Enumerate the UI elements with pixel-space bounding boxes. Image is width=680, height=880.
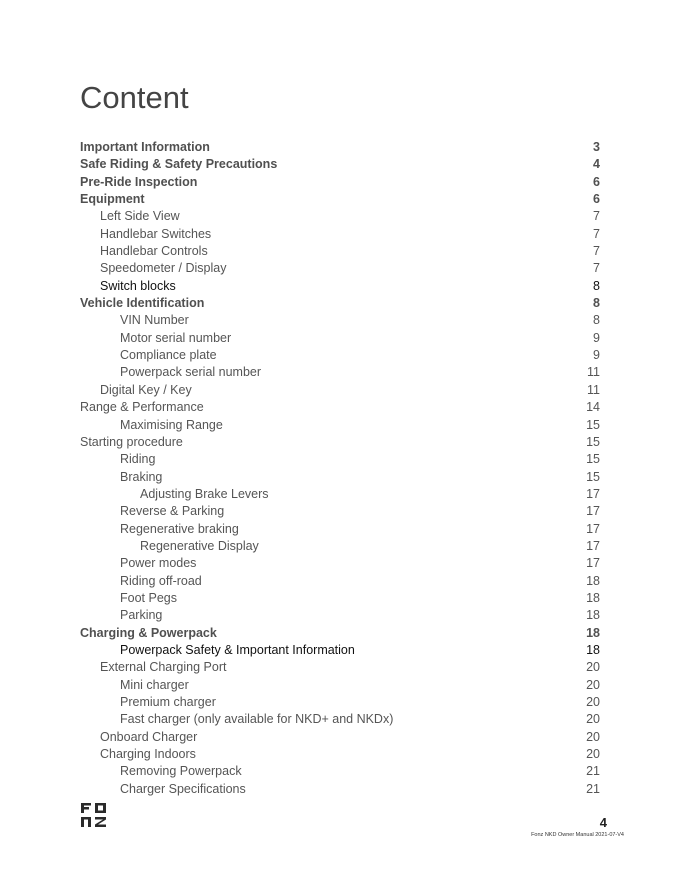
toc-entry-page: 15 (586, 469, 600, 484)
toc-entry-page: 8 (593, 278, 600, 293)
toc-entry-label: Vehicle Identification (80, 296, 205, 311)
toc-entry-page: 20 (586, 695, 600, 709)
toc-entry-label: Pre-Ride Inspection (80, 174, 198, 189)
toc-entry[interactable] (80, 451, 600, 468)
toc-entry-label: Left Side View (100, 209, 180, 224)
toc-entry-label: Handlebar Switches (100, 226, 212, 241)
toc-entry-page: 17 (586, 538, 600, 553)
toc-entry-label: Onboard Charger (100, 729, 198, 744)
toc-entry-page: 6 (593, 174, 600, 189)
toc-entry-label: Equipment (80, 192, 145, 207)
toc-entry-label: Regenerative braking (120, 521, 239, 536)
toc-entry[interactable] (80, 642, 600, 659)
toc-entry[interactable] (80, 347, 600, 364)
toc-entry-label: Handlebar Controls (100, 244, 208, 259)
toc-entry-page: 21 (586, 781, 600, 796)
toc-entry-page: 9 (593, 330, 600, 345)
toc-entry-label: Important Information (80, 140, 210, 154)
toc-entry-page: 20 (586, 712, 600, 727)
toc-entry-page: 9 (593, 348, 600, 363)
toc-entry-page: 4 (593, 157, 600, 172)
toc-entry-page: 7 (593, 244, 600, 259)
page-title: Content (80, 80, 189, 115)
toc-entry-page: 11 (587, 382, 600, 397)
toc-entry-page: 18 (586, 625, 600, 640)
toc-entry-page: 17 (586, 556, 600, 571)
toc-entry[interactable] (80, 399, 600, 416)
document-reference: Fonz NKD Owner Manual 2021-07-V4 (531, 832, 624, 838)
toc-entry-label: Speedometer / Display (100, 261, 227, 276)
toc-entry[interactable] (80, 434, 600, 451)
toc-entry-page: 21 (586, 764, 600, 779)
toc-entry[interactable] (80, 711, 600, 728)
toc-entry-page: 7 (593, 209, 600, 224)
toc-entry-label: Reverse & Parking (120, 504, 225, 519)
toc-entry-label: Motor serial number (120, 330, 232, 345)
toc-entry[interactable] (80, 469, 600, 486)
toc-entry[interactable] (80, 555, 600, 572)
toc-entry-page: 18 (586, 608, 600, 623)
toc-entry-label: Charging Indoors (100, 747, 196, 762)
toc-entry[interactable] (80, 312, 600, 329)
toc-entry-page: 15 (586, 434, 600, 449)
toc-entry[interactable] (80, 191, 600, 208)
toc-entry[interactable] (80, 486, 600, 503)
toc-entry-label: Switch blocks (100, 278, 176, 293)
toc-entry-label: External Charging Port (100, 660, 227, 675)
toc-entry-page: 15 (586, 452, 600, 467)
toc-entry-page: 20 (586, 660, 600, 675)
toc-entry-page: 7 (593, 261, 600, 276)
toc-entry-page: 17 (586, 486, 600, 501)
toc-entry-label: Starting procedure (80, 434, 183, 449)
toc-entry-page: 7 (593, 226, 600, 241)
toc-entry-label: Charger Specifications (120, 781, 246, 796)
table-of-contents (80, 139, 600, 798)
toc-entry-page: 17 (586, 504, 600, 519)
toc-entry[interactable] (80, 226, 600, 243)
toc-entry-label: Removing Powerpack (120, 764, 242, 779)
toc-entry-page: 11 (587, 365, 600, 380)
toc-entry-page: 3 (593, 140, 600, 154)
toc-entry-page: 18 (586, 590, 600, 605)
toc-entry-page: 8 (593, 296, 600, 311)
toc-entry[interactable] (80, 364, 600, 381)
toc-entry[interactable] (80, 260, 600, 277)
toc-entry-label: Braking (120, 469, 163, 484)
toc-entry-label: Compliance plate (120, 348, 217, 363)
toc-entry[interactable] (80, 763, 600, 780)
toc-entry[interactable] (80, 659, 600, 676)
toc-entry-page: 8 (593, 313, 600, 328)
toc-entry[interactable] (80, 694, 600, 711)
toc-entry-page: 17 (586, 521, 600, 536)
toc-entry-label: Digital Key / Key (100, 382, 192, 397)
toc-entry[interactable] (80, 625, 600, 642)
toc-entry[interactable] (80, 538, 600, 555)
toc-entry[interactable] (80, 139, 600, 156)
toc-entry[interactable] (80, 417, 600, 434)
toc-entry-page: 14 (586, 400, 600, 415)
toc-entry-label: Safe Riding & Safety Precautions (80, 157, 278, 172)
toc-entry-page: 18 (586, 642, 600, 657)
toc-entry[interactable] (80, 243, 600, 260)
toc-entry[interactable] (80, 590, 600, 607)
fonz-logo-icon (81, 803, 107, 827)
toc-entry[interactable] (80, 521, 600, 538)
toc-entry[interactable] (80, 382, 600, 399)
toc-entry[interactable] (80, 295, 600, 312)
toc-entry-label: Riding (120, 452, 156, 467)
toc-entry-label: Parking (120, 608, 163, 623)
toc-entry-page: 20 (586, 677, 600, 692)
toc-entry[interactable] (80, 607, 600, 624)
toc-entry[interactable] (80, 781, 600, 798)
toc-entry-page: 20 (586, 729, 600, 744)
toc-entry-label: Riding off-road (120, 573, 202, 588)
toc-entry-label: Charging & Powerpack (80, 625, 217, 640)
toc-entry-page: 18 (586, 573, 600, 588)
toc-entry-label: Regenerative Display (140, 538, 259, 553)
toc-entry-label: Premium charger (120, 695, 216, 709)
toc-entry[interactable] (80, 573, 600, 590)
page-number: 4 (599, 815, 607, 830)
toc-entry[interactable] (80, 174, 600, 191)
toc-entry-label: Maximising Range (120, 417, 223, 432)
toc-entry-label: Mini charger (120, 677, 189, 692)
toc-entry-label: Powerpack Safety & Important Information (120, 642, 355, 657)
toc-entry[interactable] (80, 729, 600, 746)
toc-entry[interactable] (80, 746, 600, 763)
toc-entry-page: 15 (586, 417, 600, 432)
toc-entry-label: Adjusting Brake Levers (140, 486, 269, 501)
toc-entry[interactable] (80, 156, 600, 173)
toc-entry[interactable] (80, 330, 600, 347)
toc-entry-label: Powerpack serial number (120, 365, 262, 380)
toc-entry-label: VIN Number (120, 313, 189, 328)
toc-entry-label: Power modes (120, 556, 197, 571)
toc-entry[interactable] (80, 503, 600, 520)
toc-entry[interactable] (80, 208, 600, 225)
toc-entry[interactable] (80, 677, 600, 694)
toc-entry-label: Foot Pegs (120, 590, 177, 605)
toc-entry-page: 20 (586, 747, 600, 762)
toc-entry[interactable] (80, 278, 600, 295)
toc-entry-label: Fast charger (only available for NKD+ and NKDx) (120, 712, 394, 727)
toc-entry-page: 6 (593, 192, 600, 207)
toc-entry-label: Range & Performance (80, 400, 204, 415)
